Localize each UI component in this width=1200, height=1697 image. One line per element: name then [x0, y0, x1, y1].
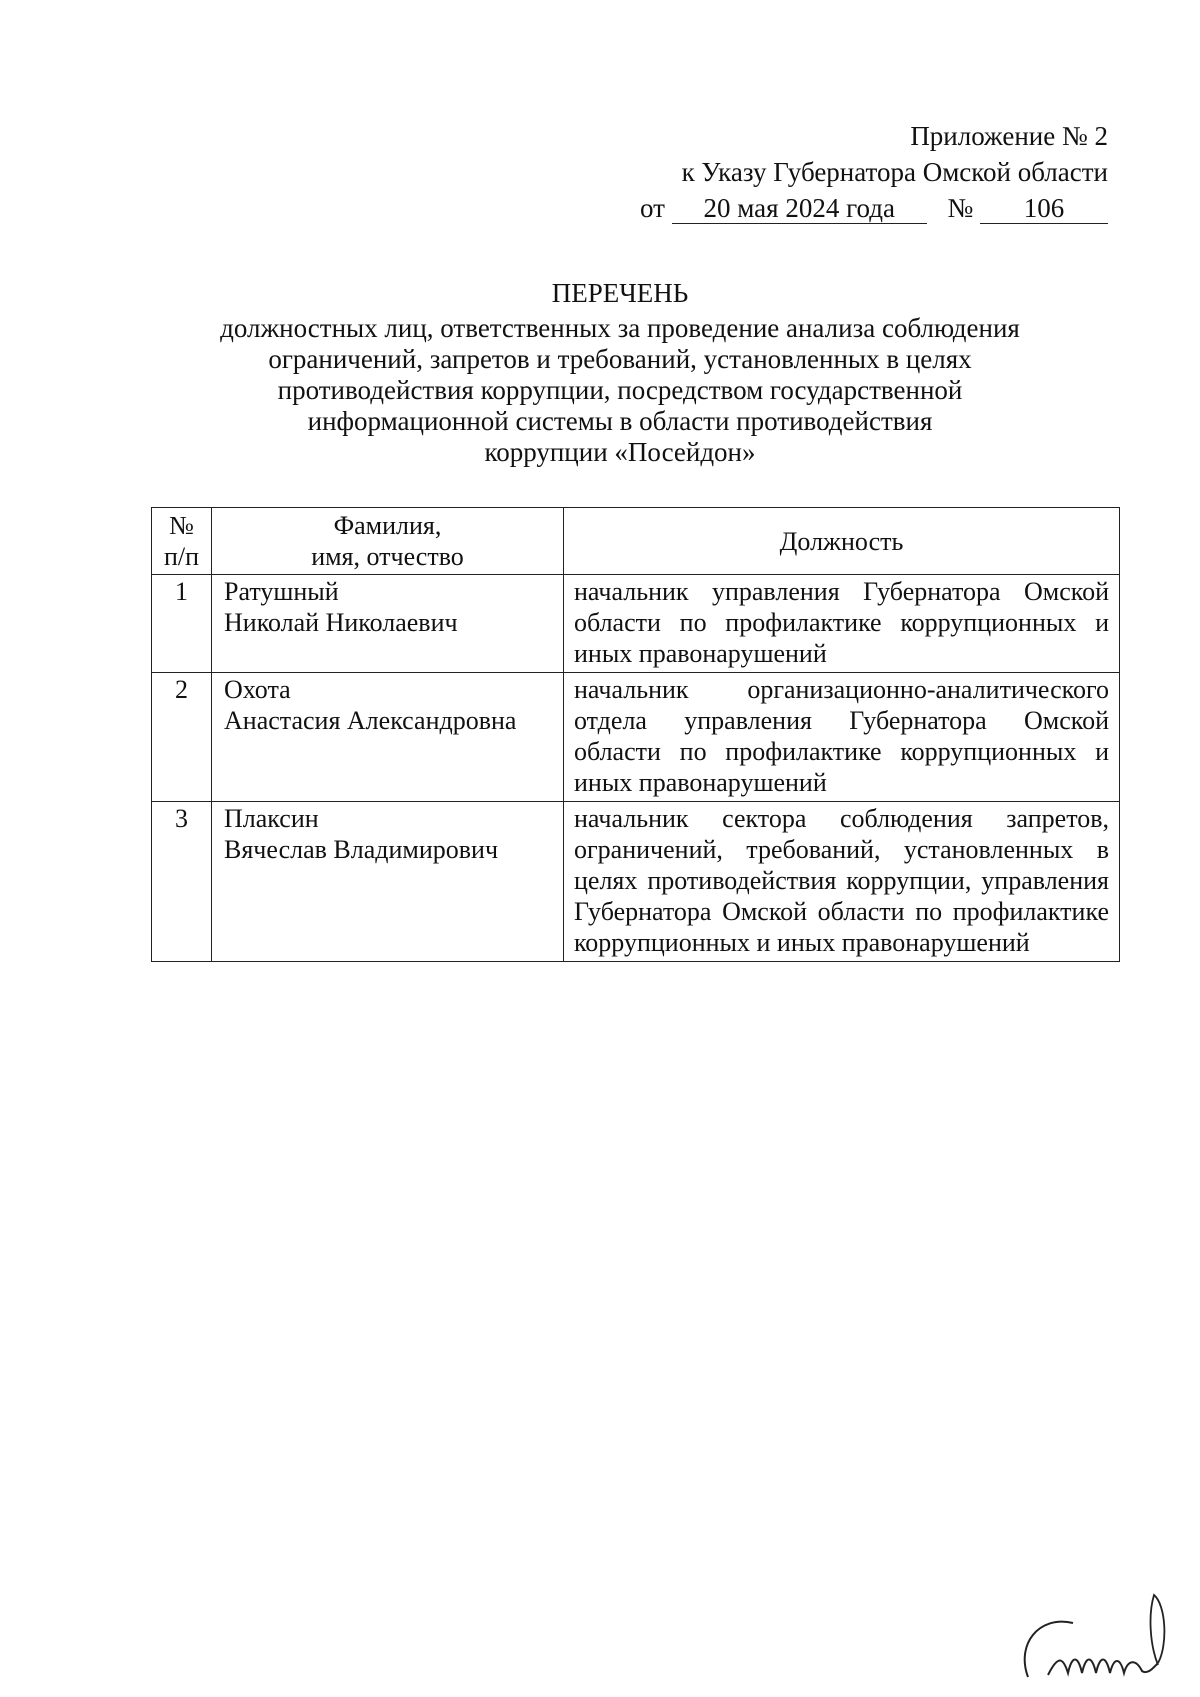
- title-line: информационной системы в области противодействия: [307, 406, 933, 436]
- full-name-cell: [212, 802, 564, 962]
- number-prefix: №: [947, 193, 974, 223]
- decree-number: 106: [980, 193, 1108, 224]
- title-line: коррупции «Посейдон»: [484, 437, 756, 467]
- position-cell: начальник сектора соблюдения запретов, ограничений, требований, установленных в целях противодействия коррупции, управления Губернатора Омской области по профилактике коррупционных и иных правонарушений: [564, 802, 1120, 962]
- table-row: [152, 673, 1120, 802]
- handwritten-signature-icon: [1008, 1585, 1178, 1685]
- table-row: [152, 802, 1120, 962]
- given-names: Вячеслав Владимирович: [224, 835, 499, 864]
- given-names: Анастасия Александровна: [224, 706, 517, 735]
- decree-date-number: [640, 190, 1108, 226]
- table-header-row: [152, 508, 1120, 575]
- full-name-cell: [212, 575, 564, 673]
- column-header-name: Фамилия, имя, отчество: [212, 508, 564, 575]
- row-number: 3: [152, 802, 212, 962]
- surname: Плаксин: [224, 804, 319, 833]
- decree-reference: к Указу Губернатора Омской области: [681, 157, 1108, 187]
- column-header-position: Должность: [564, 508, 1120, 575]
- title-line: ограничений, запретов и требований, установленных в целях: [268, 344, 972, 374]
- position-cell: начальник управления Губернатора Омской области по профилактике коррупционных и иных правонарушений: [564, 575, 1120, 673]
- surname: Ратушный: [224, 577, 339, 606]
- position-cell: начальник организационно-аналитического отдела управления Губернатора Омской области по профилактике коррупционных и иных правонарушений: [564, 673, 1120, 802]
- title-line: противодействия коррупции, посредством государственной: [277, 375, 963, 405]
- row-number: 1: [152, 575, 212, 673]
- surname: Охота: [224, 675, 291, 704]
- officials-table: [151, 507, 1120, 962]
- date-prefix: от: [640, 193, 665, 223]
- title-heading: ПЕРЕЧЕНЬ: [551, 278, 689, 308]
- appendix-label: Приложение № 2: [910, 121, 1108, 151]
- given-names: Николай Николаевич: [224, 608, 458, 637]
- row-number: 2: [152, 673, 212, 802]
- column-header-number: № п/п: [152, 508, 212, 575]
- appendix-header: [640, 118, 1108, 226]
- table-row: [152, 575, 1120, 673]
- title-line: должностных лиц, ответственных за проведение анализа соблюдения: [220, 313, 1020, 343]
- document-title: [140, 278, 1100, 468]
- decree-date: 20 мая 2024 года: [672, 193, 927, 224]
- full-name-cell: [212, 673, 564, 802]
